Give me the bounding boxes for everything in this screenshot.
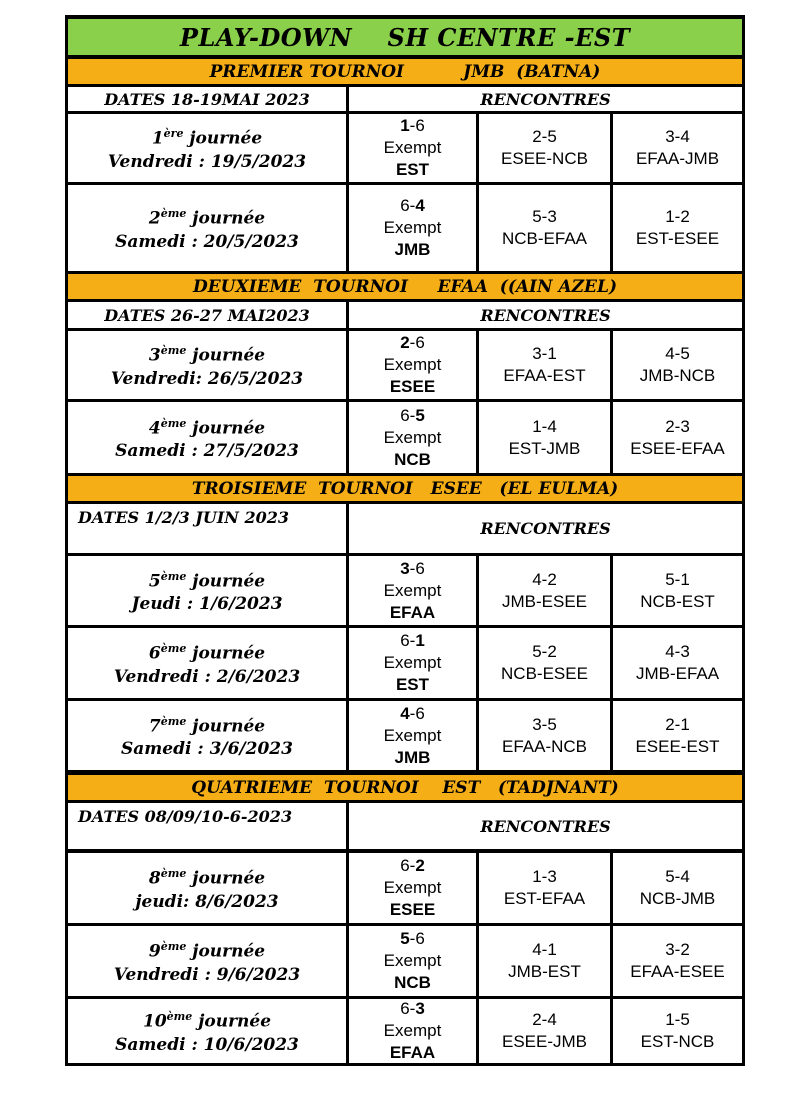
match-cell: 1-3 EST-EFAA xyxy=(479,853,610,923)
match-cell: 3-4 EFAA-JMB xyxy=(613,114,742,182)
match-cell: 5-1 NCB-EST xyxy=(613,556,742,625)
exempt-cell: 6-2 Exempt ESEE xyxy=(349,853,476,923)
match-cell: 3-1 EFAA-EST xyxy=(479,331,610,399)
match-cell: 2-5 ESEE-NCB xyxy=(479,114,610,182)
tournament-dates-3: DATES 1/2/3 JUIN 2023 xyxy=(68,504,346,553)
tournament-header-1: PREMIER TOURNOI JMB (BATNA) xyxy=(68,59,742,84)
exempt-cell: 6-5 Exempt NCB xyxy=(349,402,476,473)
round-day: 9ème journée Vendredi : 9/6/2023 xyxy=(68,926,346,996)
page-title: PLAY-DOWN SH CENTRE -EST xyxy=(68,19,742,55)
rencontres-header-1: RENCONTRES xyxy=(349,87,742,111)
tournament-header-4: QUATRIEME TOURNOI EST (TADJNANT) xyxy=(68,775,742,800)
match-cell: 5-4 NCB-JMB xyxy=(613,853,742,923)
exempt-cell: 4-6 Exempt JMB xyxy=(349,701,476,770)
tournament-header-2: DEUXIEME TOURNOI EFAA ((AIN AZEL) xyxy=(68,274,742,299)
round-day: 4ème journée Samedi : 27/5/2023 xyxy=(68,402,346,473)
match-cell: 4-3 JMB-EFAA xyxy=(613,628,742,698)
match-cell: 1-4 EST-JMB xyxy=(479,402,610,473)
rencontres-header-3: RENCONTRES xyxy=(349,504,742,553)
exempt-cell: 3-6 Exempt EFAA xyxy=(349,556,476,625)
match-cell: 3-5 EFAA-NCB xyxy=(479,701,610,770)
round-day: 7ème journée Samedi : 3/6/2023 xyxy=(68,701,346,770)
match-cell: 1-5 EST-NCB xyxy=(613,999,742,1063)
exempt-cell: 5-6 Exempt NCB xyxy=(349,926,476,996)
rencontres-header-2: RENCONTRES xyxy=(349,302,742,328)
round-day: 3ème journée Vendredi: 26/5/2023 xyxy=(68,331,346,399)
exempt-cell: 1-6 Exempt EST xyxy=(349,114,476,182)
tournament-header-3: TROISIEME TOURNOI ESEE (EL EULMA) xyxy=(68,476,742,501)
rencontres-header-4: RENCONTRES xyxy=(349,803,742,849)
tournament-dates-4: DATES 08/09/10-6-2023 xyxy=(68,803,346,849)
exempt-cell: 6-4 Exempt JMB xyxy=(349,185,476,271)
schedule-sheet xyxy=(65,15,745,1066)
tournament-dates-1: DATES 18-19MAI 2023 xyxy=(68,87,346,111)
match-cell: 4-2 JMB-ESEE xyxy=(479,556,610,625)
round-day: 6ème journée Vendredi : 2/6/2023 xyxy=(68,628,346,698)
match-cell: 2-3 ESEE-EFAA xyxy=(613,402,742,473)
exempt-cell: 2-6 Exempt ESEE xyxy=(349,331,476,399)
match-cell: 2-1 ESEE-EST xyxy=(613,701,742,770)
match-cell: 5-2 NCB-ESEE xyxy=(479,628,610,698)
match-cell: 4-1 JMB-EST xyxy=(479,926,610,996)
round-day: 10ème journée Samedi : 10/6/2023 xyxy=(68,999,346,1063)
round-day: 2ème journée Samedi : 20/5/2023 xyxy=(68,185,346,271)
exempt-cell: 6-1 Exempt EST xyxy=(349,628,476,698)
round-day: 5ème journée Jeudi : 1/6/2023 xyxy=(68,556,346,625)
match-cell: 3-2 EFAA-ESEE xyxy=(613,926,742,996)
tournament-dates-2: DATES 26-27 MAI2023 xyxy=(68,302,346,328)
round-day: 8ème journée jeudi: 8/6/2023 xyxy=(68,853,346,923)
match-cell: 1-2 EST-ESEE xyxy=(613,185,742,271)
exempt-cell: 6-3 Exempt EFAA xyxy=(349,999,476,1063)
match-cell: 4-5 JMB-NCB xyxy=(613,331,742,399)
round-day: 1ère journée Vendredi : 19/5/2023 xyxy=(68,114,346,182)
match-cell: 5-3 NCB-EFAA xyxy=(479,185,610,271)
match-cell: 2-4 ESEE-JMB xyxy=(479,999,610,1063)
